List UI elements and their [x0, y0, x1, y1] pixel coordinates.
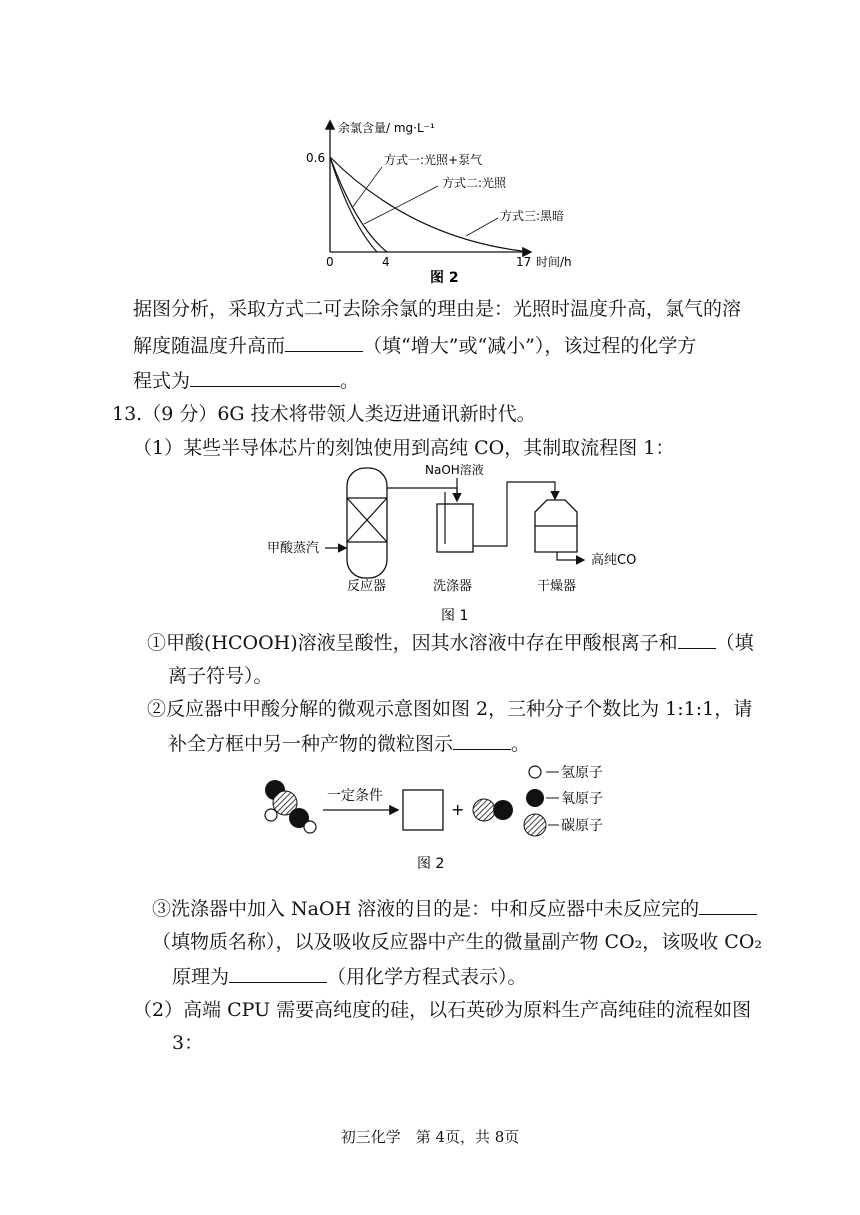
sub-question-2-text-b: 补全方框中另一种产物的微粒图示 — [168, 733, 454, 755]
question-13-title: 13.（9 分）6G 技术将带领人类迈进通讯新时代。 — [112, 403, 536, 425]
sub-question-3-text-a: ③洗涤器中加入 NaOH 溶液的目的是：中和反应器中未反应完的 — [152, 898, 700, 920]
formic-acid-molecule — [265, 780, 316, 833]
washer-vessel — [437, 504, 473, 552]
chart-caption: 图 2 — [430, 270, 459, 286]
sub-question-2-text-c: 。 — [511, 733, 531, 755]
answer-blank-particle[interactable] — [453, 731, 511, 750]
x-tick-label-0: 0 — [326, 255, 334, 269]
leader-line-1 — [352, 167, 382, 208]
answer-box[interactable] — [403, 790, 443, 830]
y-axis-label: 余氯含量/ mg·L⁻¹ — [338, 121, 435, 135]
para1-line3-text-b: 。 — [340, 370, 360, 392]
question-13-part-1: （1）某些半导体芯片的刻蚀使用到高纯 CO，其制取流程图 1： — [133, 437, 675, 459]
sub-question-3-line1 — [152, 896, 757, 921]
answer-blank-equation-2[interactable] — [229, 964, 327, 983]
sub-question-2-line2 — [168, 731, 530, 756]
sub-question-1-text-b: （填 — [715, 632, 754, 654]
legend-carbon: 碳原子 — [561, 818, 603, 834]
page-footer: 初三化学 第 4页，共 8页 — [340, 1128, 520, 1146]
sub-question-3-line3 — [172, 964, 527, 989]
x-axis-label: 时间/h — [536, 255, 572, 269]
leader-line-3 — [466, 218, 498, 236]
reactor-vessel — [347, 468, 387, 578]
series-label-method-2: 方式二:光照 — [442, 176, 507, 190]
para1-line3-text-a: 程式为 — [133, 370, 191, 392]
series-label-method-1: 方式一:光照+泵气 — [384, 153, 483, 167]
x-tick-label-4: 4 — [382, 255, 390, 269]
reaction-condition: 一定条件 — [327, 788, 383, 804]
question-13-part-2-line2: 3： — [172, 1032, 204, 1054]
legend-oxygen: 氧原子 — [561, 791, 603, 807]
answer-blank-ion[interactable] — [678, 630, 716, 649]
sub-question-1-text-a: ①甲酸(HCOOH)溶液呈酸性，因其水溶液中存在甲酸根离子和 — [147, 632, 678, 654]
para1-line1: 据图分析，采取方式二可去除余氯的理由是：光照时温度升高，氯气的溶 — [133, 298, 742, 320]
question-13-part-2-line1: （2）高端 CPU 需要高纯度的硅，以石英砂为原料生产高纯硅的流程如图 — [133, 999, 752, 1021]
sub-question-1-line2: 离子符号）。 — [168, 665, 273, 687]
micro-caption: 图 2 — [417, 856, 445, 872]
plus-sign: + — [451, 800, 465, 819]
carbon-atom-icon — [524, 814, 546, 836]
input-label: 甲酸蒸汽 — [267, 541, 320, 556]
para1-line2-text-a: 解度随温度升高而 — [133, 335, 286, 357]
sub-question-2-line1: ②反应器中甲酸分解的微观示意图如图 2，三种分子个数比为 1:1:1，请 — [147, 698, 753, 720]
sub-question-3-line2: （填物质名称），以及吸收反应器中产生的微量副产物 CO₂，该吸收 CO₂ — [152, 931, 763, 953]
output-label: 高纯CO — [591, 553, 637, 568]
leader-line-2 — [364, 186, 438, 224]
chlorine-decay-chart — [290, 112, 590, 292]
answer-blank-substance[interactable] — [699, 896, 757, 915]
sub-question-3-text-d: （用化学方程式表示）。 — [327, 966, 527, 988]
series-line-method-1 — [330, 157, 377, 252]
y-tick-label: 0.6 — [306, 151, 326, 165]
answer-blank-equation-1[interactable] — [190, 368, 340, 387]
naoh-label: NaOH溶液 — [425, 463, 484, 477]
oxygen-atom-icon — [526, 789, 544, 807]
co-molecule — [473, 799, 513, 821]
legend-hydrogen: 氢原子 — [561, 765, 603, 781]
sub-question-1-line1 — [147, 630, 754, 655]
series-label-method-3: 方式三:黑暗 — [500, 209, 565, 223]
formic-acid-micro-diagram — [255, 760, 655, 880]
washer-label: 洗涤器 — [433, 579, 473, 594]
para1-line3 — [133, 368, 359, 393]
flow-caption: 图 1 — [441, 608, 469, 624]
para1-line2-text-b: （填“增大”或“减小”），该过程的化学方 — [363, 335, 697, 357]
answer-blank-solubility[interactable] — [285, 333, 363, 352]
co-production-flow-diagram — [265, 460, 645, 630]
hydrogen-atom-icon — [529, 766, 541, 778]
dryer-label: 干燥器 — [537, 579, 577, 594]
series-line-method-3 — [330, 157, 522, 251]
x-tick-label-17: 17 — [516, 255, 532, 269]
sub-question-3-text-c: 原理为 — [172, 966, 230, 988]
para1-line2 — [133, 333, 696, 358]
reactor-label: 反应器 — [347, 579, 387, 594]
